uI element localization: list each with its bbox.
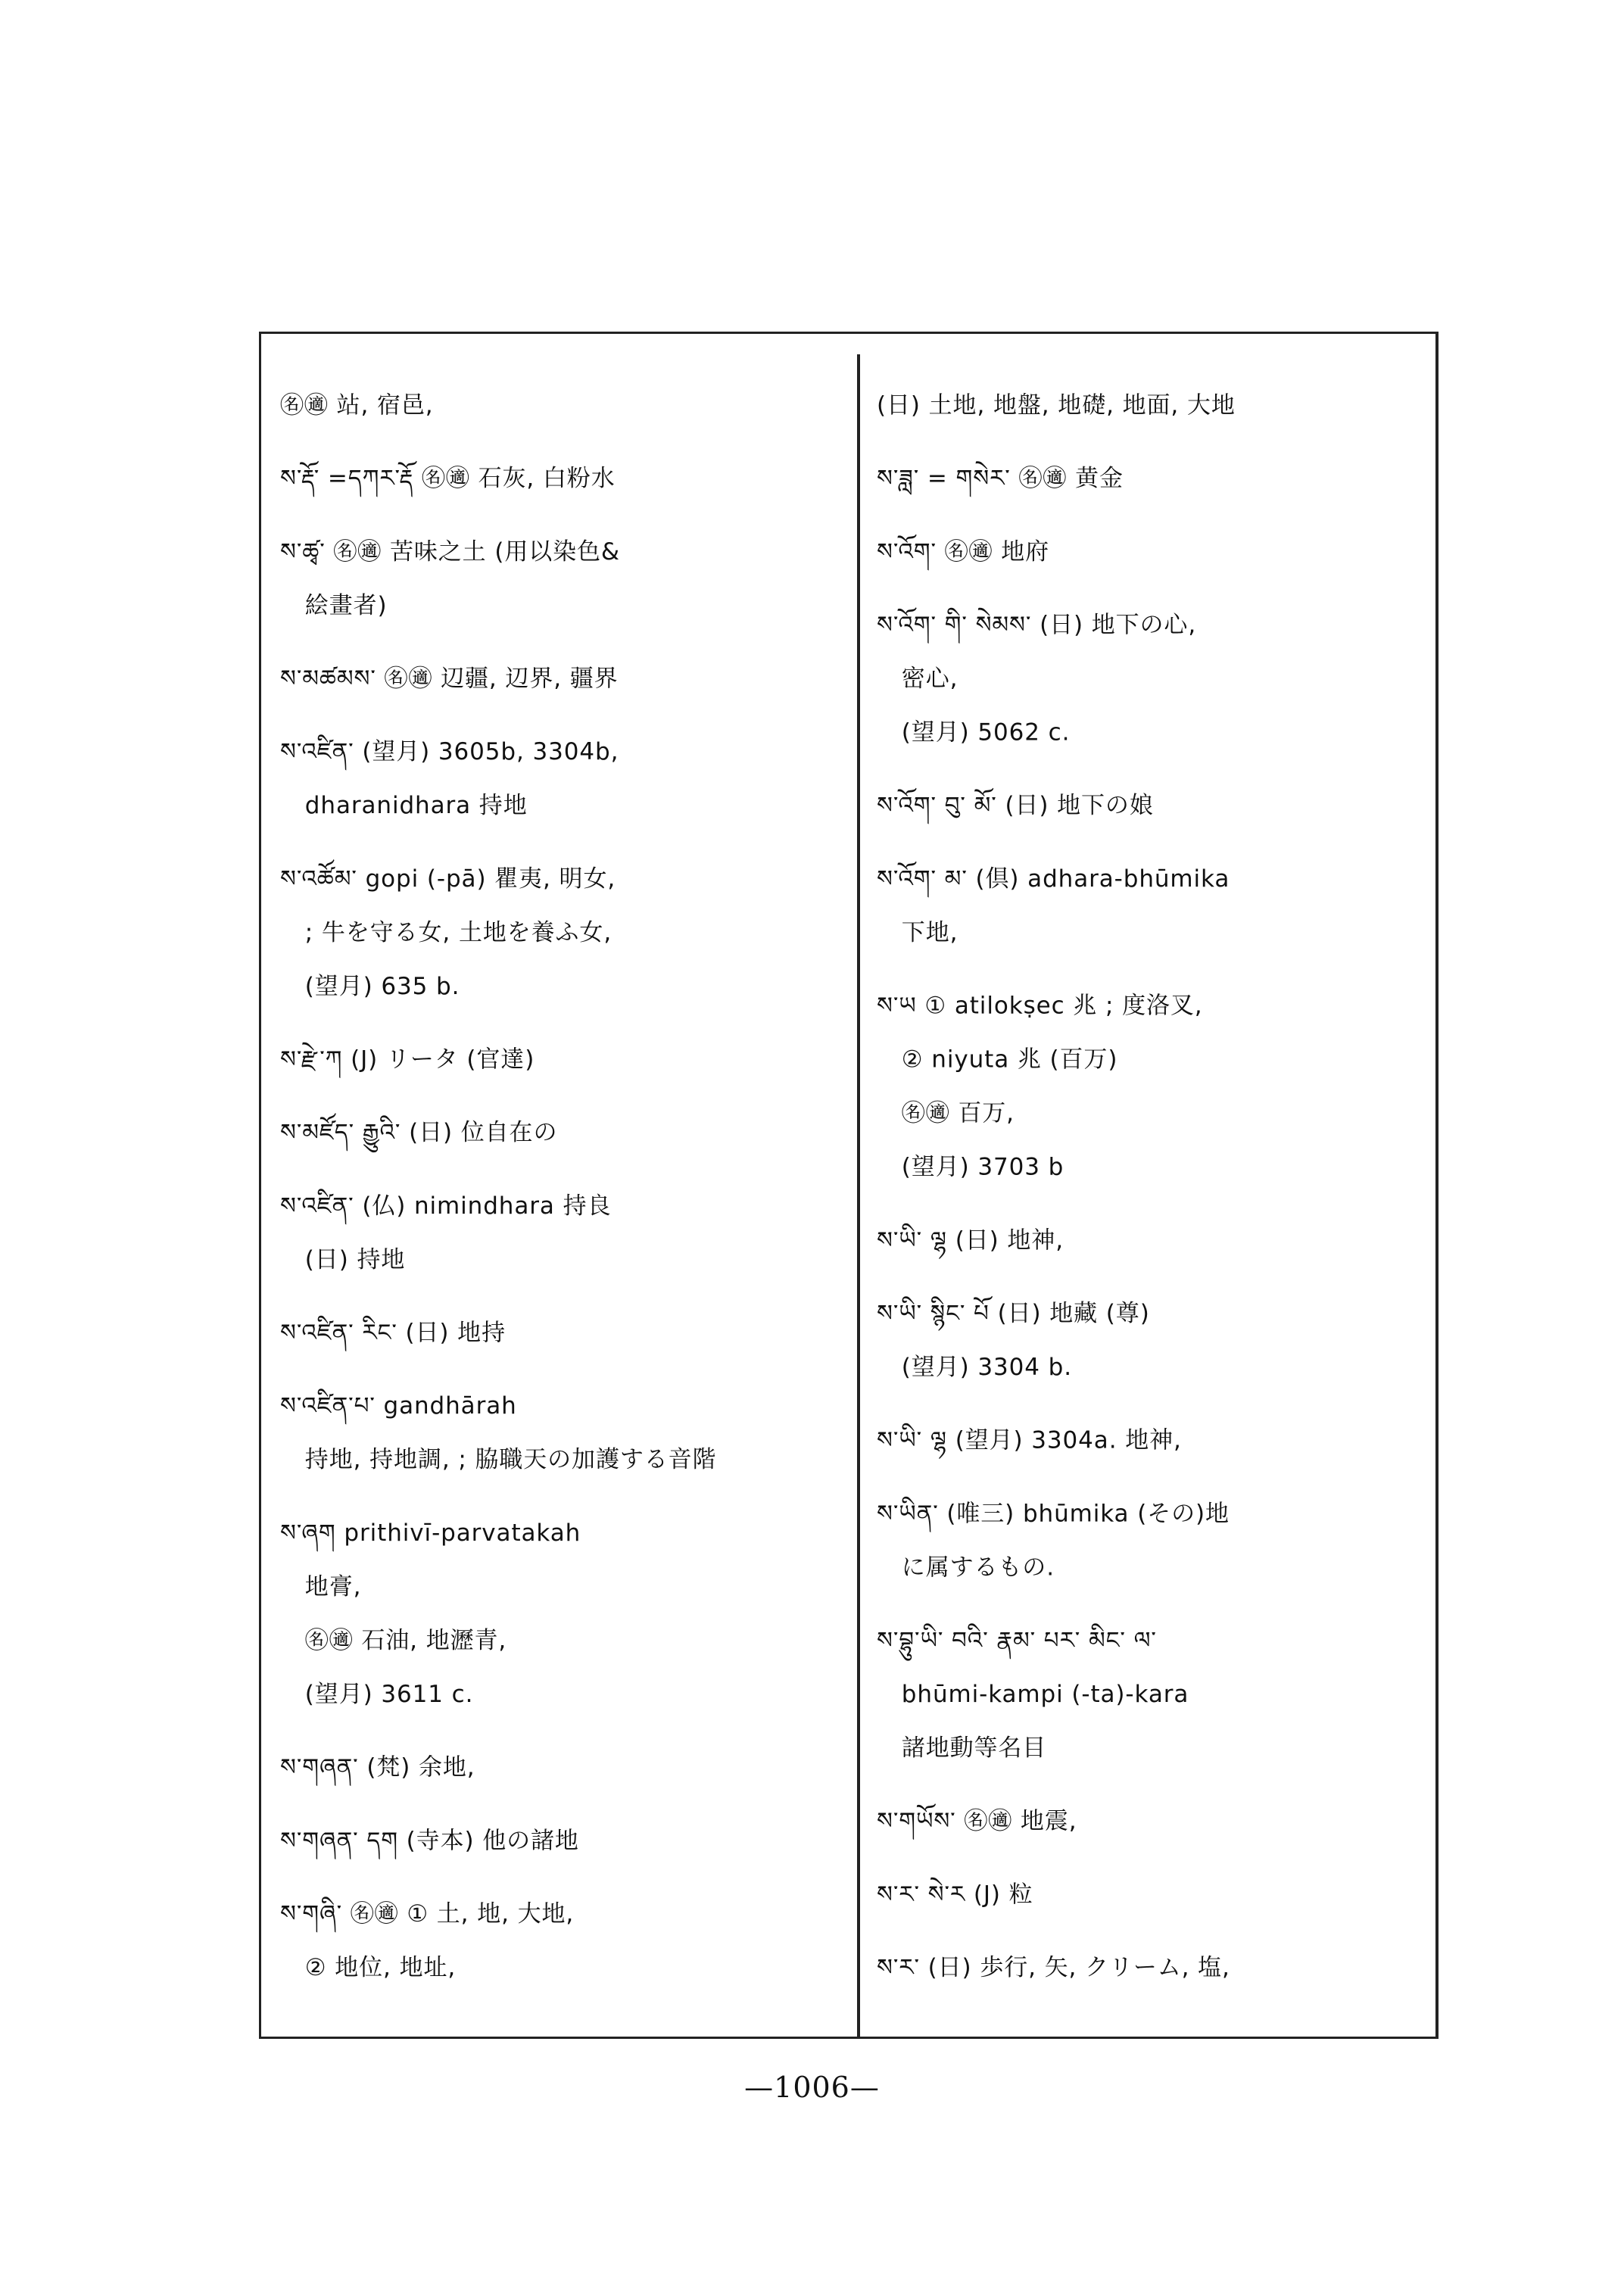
dictionary-entry	[280, 1306, 805, 1360]
entry-spacer	[280, 1794, 805, 1814]
entry-headword-line: ས་གཞི་ ㊔㊜ ① 土, 地, 大地,	[280, 1900, 575, 1928]
entry-spacer	[877, 578, 1384, 598]
entry-continuation-line: 持地, 持地調, ; 脇職天の加護する音階	[304, 1445, 717, 1474]
dictionary-entry	[877, 525, 1384, 578]
entry-spacer	[877, 1395, 1384, 1414]
entry-spacer	[877, 432, 1384, 452]
entry-continuation-line: (望月) 3703 b	[901, 1153, 1064, 1181]
entry-continuation-line: (望月) 635 b.	[304, 972, 460, 1001]
entry-spacer	[877, 1922, 1384, 1941]
entry-spacer	[280, 1994, 805, 2014]
dictionary-entry	[877, 1868, 1384, 1922]
entry-continuation-line: (日) 持地	[304, 1245, 406, 1274]
entry-spacer	[877, 506, 1384, 525]
entry-spacer	[280, 506, 805, 525]
entry-headword-line: ས་རྡོ་ =དཀར་རྡོ ㊔㊜ 石灰, 白粉水	[280, 464, 616, 493]
entry-continuation-line: ② 地位, 地址,	[304, 1953, 457, 1982]
entry-spacer	[280, 706, 805, 725]
entry-headword-line: ས་ཟླ་ = གསེར་ ㊔㊜ 黄金	[877, 464, 1124, 493]
entry-continuation-line: に属するもの.	[901, 1554, 1055, 1582]
entry-spacer	[877, 959, 1384, 979]
entry-headword-line: ས་བྷུ་ཡི་ བའི་ རྣམ་ པར་ མིང་ ལ་	[877, 1626, 1157, 1655]
dictionary-entry	[877, 598, 1384, 759]
dictionary-entry	[280, 1887, 805, 1994]
entry-continuation-line: dharanidhara 持地	[304, 791, 528, 820]
entry-continuation-line: ② niyuta 兆 (百万)	[901, 1046, 1118, 1074]
dictionary-entry	[280, 852, 805, 1013]
entry-spacer	[280, 1286, 805, 1306]
entry-headword-line: ས་འཛིན་ (仏) nimindhara 持良	[280, 1192, 612, 1220]
entry-headword-line: ས་འོག་ མ་ (倶) adhara-bhūmika	[877, 865, 1230, 893]
entry-continuation-line: ㊔㊜ 百万,	[901, 1099, 1015, 1127]
entry-headword-line: ས་ཡི་ སྙིང་ པོ (日) 地藏 (尊)	[877, 1299, 1150, 1328]
entry-spacer	[877, 833, 1384, 852]
column-divider	[857, 354, 860, 2039]
entry-headword-line: ས་ཡིན་ (唯三) bhūmika (その)地	[877, 1500, 1230, 1528]
entry-spacer	[280, 1086, 805, 1106]
entry-headword-line: (日) 土地, 地盤, 地礎, 地面, 大地	[877, 391, 1236, 419]
entry-headword-line: ས་ར་ (日) 歩行, 矢, クリーム, 塩,	[877, 1953, 1230, 1982]
entry-spacer	[280, 1487, 805, 1507]
entry-continuation-line: ; 牛を守る女, 土地を養ふ女,	[304, 918, 613, 947]
entry-spacer	[280, 833, 805, 852]
page-number: —1006—	[744, 2071, 880, 2104]
entry-spacer	[877, 1194, 1384, 1214]
entry-headword-line: ས་ཞག prithivī-parvatakah	[280, 1519, 581, 1547]
entry-headword-line: ས་རྫེ་ཀ (J) リータ (官達)	[280, 1046, 535, 1074]
dictionary-entry	[280, 379, 805, 432]
entry-spacer	[877, 1775, 1384, 1795]
entry-headword-line: ས་གཞན་ དག (寺本) 他の諸地	[280, 1827, 579, 1855]
entry-continuation-line: 絵畫者)	[304, 591, 388, 620]
entry-continuation-line: (望月) 3304 b.	[901, 1353, 1072, 1382]
entry-continuation-line: bhūmi-kampi (-ta)-kara	[901, 1680, 1189, 1709]
entry-headword-line: ས་ཡི་ ལྷ (日) 地神,	[877, 1226, 1064, 1255]
dictionary-entry	[280, 652, 805, 706]
entry-continuation-line: (望月) 3611 c.	[304, 1680, 474, 1709]
entry-continuation-line: ㊔㊜ 石油, 地瀝青,	[304, 1626, 507, 1655]
entry-headword-line: ས་ཡི་ ལྷ (望月) 3304a. 地神,	[877, 1426, 1182, 1454]
dictionary-entry	[877, 1794, 1384, 1848]
dictionary-entry	[280, 525, 805, 632]
entry-headword-line: ས་འོག་ གི་ སེམས་ (日) 地下の心,	[877, 611, 1197, 639]
dictionary-entry	[877, 452, 1384, 506]
entry-spacer	[280, 432, 805, 452]
dictionary-entry	[280, 1033, 805, 1086]
entry-headword-line: ས་འཛིན་པ་ gandhārah	[280, 1392, 517, 1420]
dictionary-entry	[877, 1286, 1384, 1394]
entry-spacer	[280, 1868, 805, 1887]
entry-spacer	[877, 1267, 1384, 1287]
entry-headword-line: ས་ར་ སེ་ར (J) 粒	[877, 1881, 1033, 1909]
dictionary-entry	[877, 1413, 1384, 1467]
dictionary-entry	[877, 1613, 1384, 1775]
dictionary-entry	[877, 979, 1384, 1194]
entry-headword-line: ས་མཛོད་ རྒྱུའི་ (日) 位自在の	[280, 1118, 558, 1147]
dictionary-entry	[280, 452, 805, 506]
entry-headword-line: ས་འཚོམ་ gopi (-pā) 瞿夷, 明女,	[280, 865, 616, 893]
entry-headword-line: ས་འཛིན་ རིང་ (日) 地持	[280, 1319, 506, 1347]
dictionary-entry	[877, 852, 1384, 959]
dictionary-entry	[280, 1741, 805, 1794]
entry-continuation-line: 密心,	[901, 665, 959, 693]
dictionary-entry	[877, 1940, 1384, 1994]
entry-headword-line: ས་ཡ ① atilokṣec 兆 ; 度洛叉,	[877, 992, 1203, 1020]
entry-continuation-line: (望月) 5062 c.	[901, 718, 1071, 746]
entry-spacer	[280, 1160, 805, 1180]
entry-continuation-line: 下地,	[901, 918, 959, 947]
right-column	[877, 379, 1384, 2014]
entry-spacer	[877, 759, 1384, 779]
entry-headword-line: ས་གཞན་ (梵) 余地,	[280, 1753, 475, 1781]
entry-headword-line: ས་འཛིན་ (望月) 3605b, 3304b,	[280, 737, 619, 766]
dictionary-entry	[280, 1506, 805, 1721]
dictionary-entry	[280, 1106, 805, 1160]
entry-continuation-line: 諸地動等名目	[901, 1734, 1047, 1763]
entry-spacer	[877, 1594, 1384, 1614]
entry-spacer	[877, 1848, 1384, 1868]
dictionary-entry	[877, 779, 1384, 833]
dictionary-entry	[877, 1214, 1384, 1267]
entry-spacer	[280, 632, 805, 652]
dictionary-entry	[280, 1379, 805, 1487]
dictionary-entry	[280, 725, 805, 833]
entry-headword-line: ས་འོག་ བུ་ མོ་ (日) 地下の娘	[877, 791, 1154, 820]
entry-headword-line: ས་ཚྭ་ ㊔㊜ 苦味之土 (用以染色&	[280, 538, 620, 566]
entry-spacer	[877, 1467, 1384, 1487]
dictionary-entry	[280, 1814, 805, 1868]
dictionary-entry	[877, 1487, 1384, 1594]
entry-headword-line: ས་འོག་ ㊔㊜ 地府	[877, 538, 1050, 566]
entry-headword-line: ㊔㊜ 站, 宿邑,	[280, 391, 434, 419]
entry-headword-line: ས་གཡོས་ ㊔㊜ 地震,	[877, 1807, 1077, 1835]
entry-spacer	[280, 1013, 805, 1033]
left-column	[280, 379, 805, 2014]
dictionary-entry	[280, 1179, 805, 1286]
entry-spacer	[280, 1360, 805, 1379]
entry-spacer	[877, 1994, 1384, 2014]
entry-continuation-line: 地膏,	[304, 1572, 362, 1601]
dictionary-entry	[877, 379, 1384, 432]
entry-headword-line: ས་མཚམས་ ㊔㊜ 辺疆, 辺界, 疆界	[280, 665, 619, 693]
entry-spacer	[280, 1722, 805, 1741]
